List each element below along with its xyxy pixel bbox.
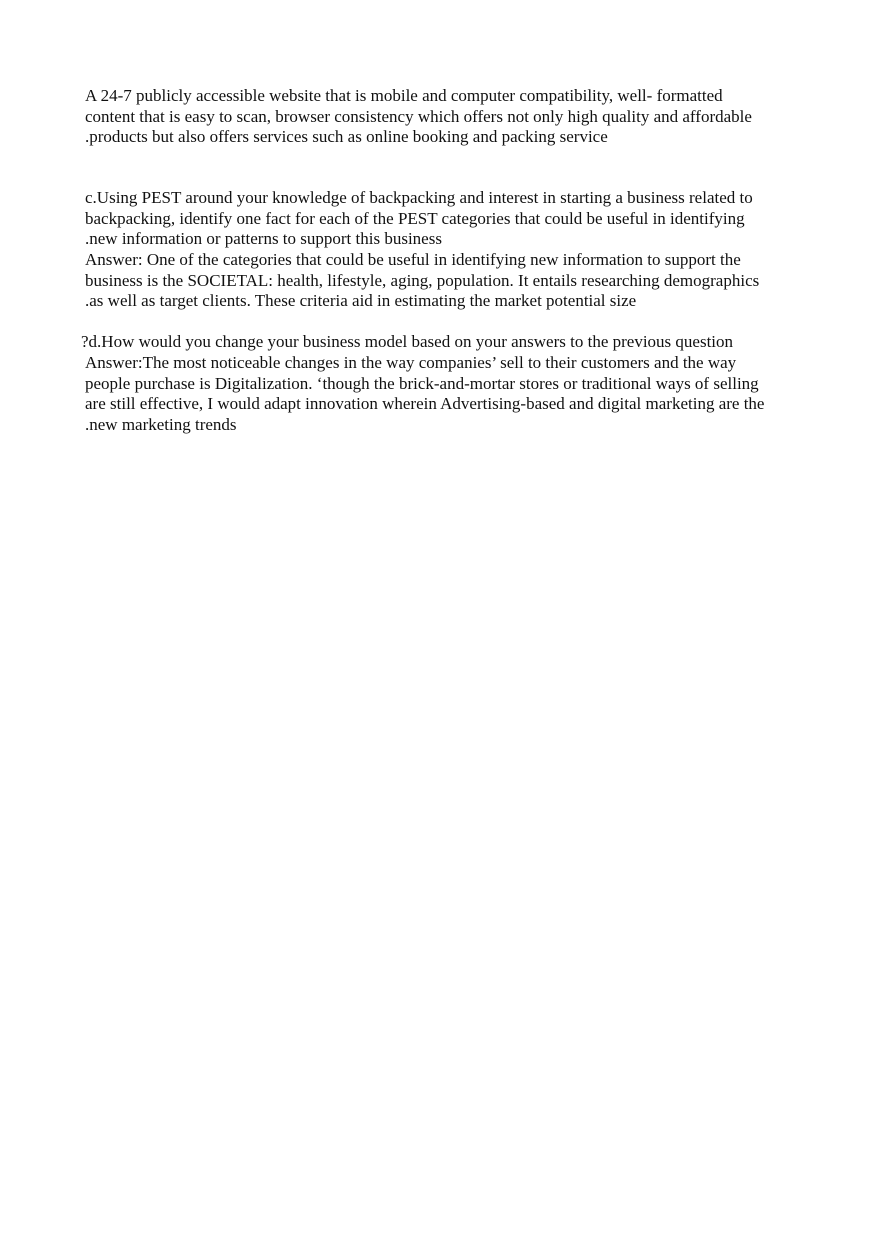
question-c xyxy=(85,188,805,250)
answer-c xyxy=(85,250,805,312)
text-line: .as well as target clients. These criteria aid in estimating the market potential size xyxy=(85,291,637,310)
text-line: ?d.How would you change your business model based on your answers to the previous question xyxy=(81,332,734,351)
text-line: business is the SOCIETAL: health, lifestyle, aging, population. It entails researching demographics xyxy=(85,270,760,290)
text-line: c.Using PEST around your knowledge of backpacking and interest in starting a business related to xyxy=(85,188,753,207)
text-line: are still effective, I would adapt innovation wherein Advertising-based and digital marketing are the xyxy=(85,394,765,413)
text-line: .new marketing trends xyxy=(85,414,237,434)
text-line: A 24-7 publicly accessible website that is mobile and computer compatibility, well- formatted xyxy=(85,86,723,105)
text-line: backpacking, identify one fact for each of the PEST categories that could be useful in identifying xyxy=(85,208,745,228)
text-line: .products but also offers services such as online booking and packing service xyxy=(85,127,608,146)
paragraph-b-answer xyxy=(85,86,805,148)
question-d xyxy=(81,332,805,353)
text-line: people purchase is Digitalization. ‘though the brick-and-mortar stores or traditional ways of selling xyxy=(85,373,759,393)
answer-d xyxy=(85,353,805,435)
text-line: .new information or patterns to support this business xyxy=(85,229,442,248)
text-line: content that is easy to scan, browser consistency which offers not only high quality and affordable xyxy=(85,106,752,126)
text-line: Answer: One of the categories that could be useful in identifying new information to support the xyxy=(85,250,741,269)
text-line: Answer:The most noticeable changes in the way companies’ sell to their customers and the way xyxy=(85,353,737,372)
